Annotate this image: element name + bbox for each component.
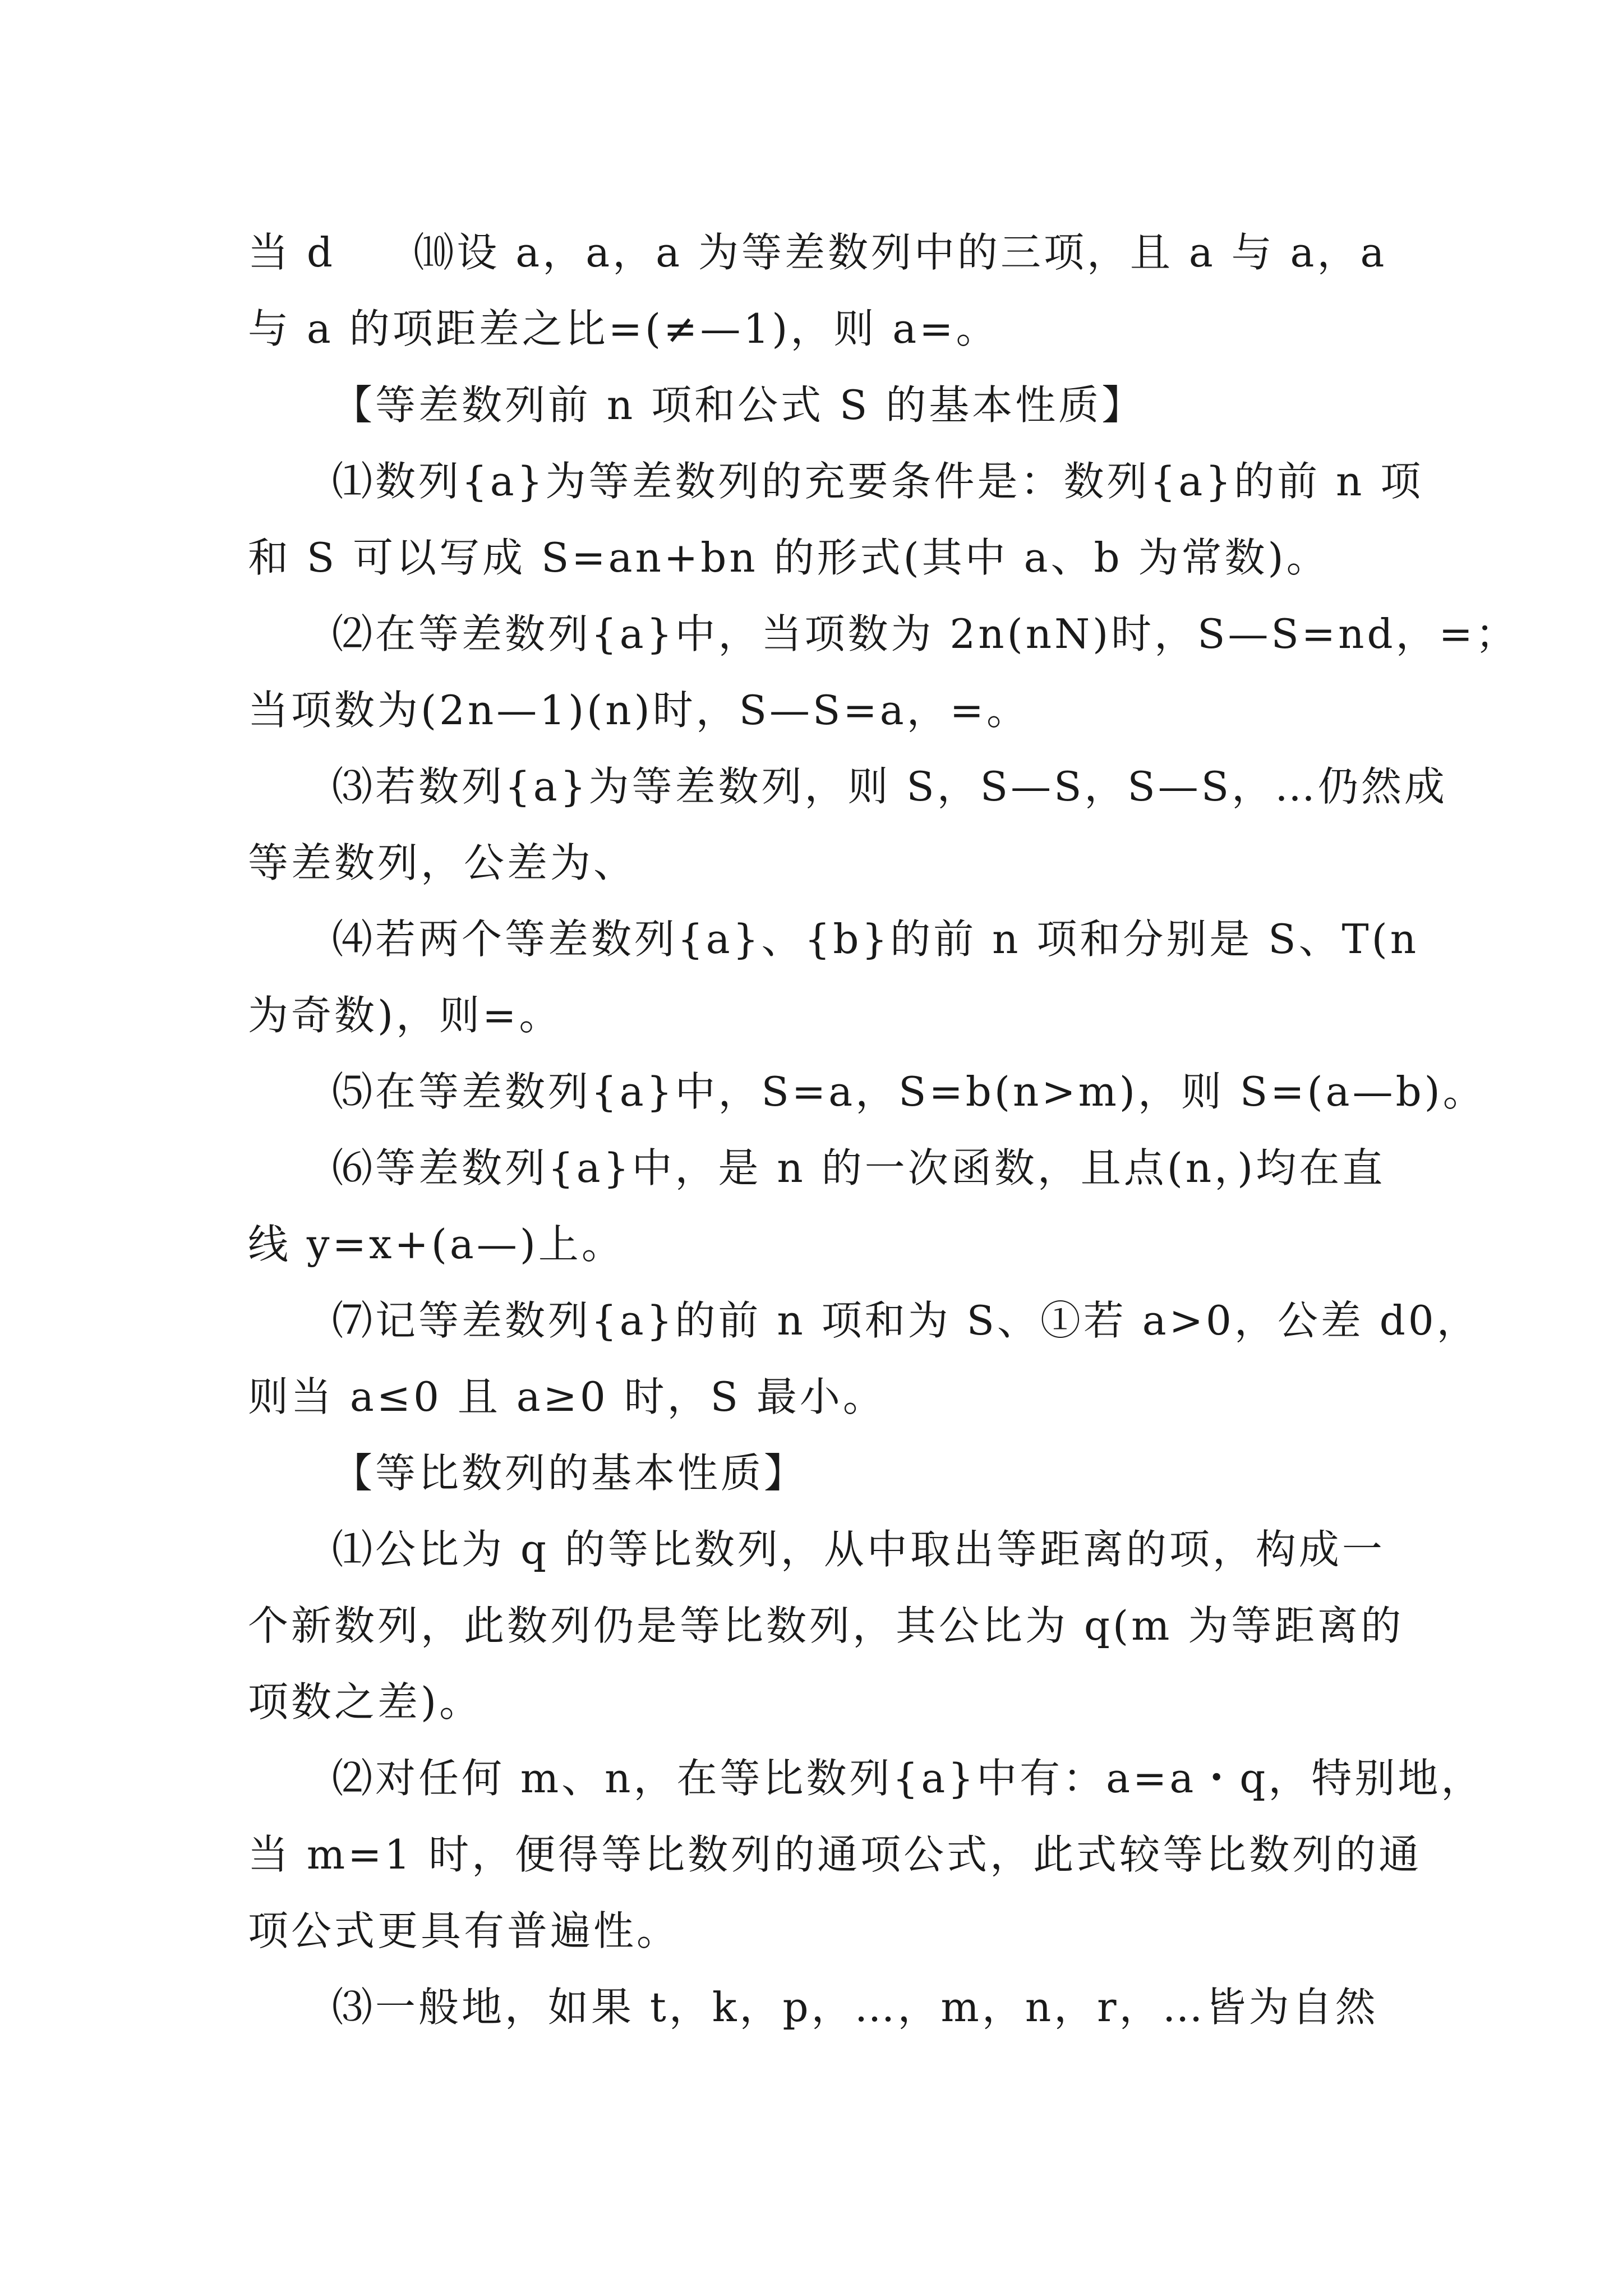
text-line: 线 y=x+(a—)上。 bbox=[248, 1221, 625, 1268]
text-line: ⑹等差数列{a}中，是 n 的一次函数，且点(n，)均在直 bbox=[332, 1144, 1386, 1191]
text-line: ⑶若数列{a}为等差数列，则 S，S—S，S—S，…仍然成 bbox=[332, 763, 1448, 810]
text-line: 个新数列，此数列仍是等比数列，其公比为 q(m 为等距离的 bbox=[248, 1602, 1404, 1649]
text-line: 为奇数)，则=。 bbox=[248, 992, 562, 1039]
section-heading: 【等差数列前 n 项和公式 S 的基本性质】 bbox=[332, 381, 1145, 429]
text-line: 当 d ⑽设 a，a，a 为等差数列中的三项，且 a 与 a，a bbox=[248, 229, 1387, 276]
text-line: ⑴公比为 q 的等比数列，从中取出等距离的项，构成一 bbox=[332, 1526, 1385, 1573]
text-line: 项公式更具有普遍性。 bbox=[248, 1907, 680, 1954]
section-heading: 【等比数列的基本性质】 bbox=[332, 1450, 808, 1497]
text-line: ⑸在等差数列{a}中，S=a，S=b(n>m)，则 S=(a—b)。 bbox=[332, 1068, 1486, 1115]
text-line: 与 a 的项距差之比=(≠—1)，则 a=。 bbox=[248, 305, 999, 352]
document-body bbox=[248, 214, 1519, 2045]
text-line: 则当 a≤0 且 a≥0 时，S 最小。 bbox=[248, 1373, 886, 1420]
text-line: 和 S 可以写成 S=an+bn 的形式(其中 a、b 为常数)。 bbox=[248, 534, 1330, 581]
text-line: ⑶一般地，如果 t，k，p，…，m，n，r，…皆为自然 bbox=[332, 1984, 1378, 2031]
text-line: ⑵在等差数列{a}中，当项数为 2n(nN)时，S—S=nd，=； bbox=[332, 610, 1519, 657]
text-line: 等差数列，公差为、 bbox=[248, 839, 637, 886]
text-line: ⑴数列{a}为等差数列的充要条件是：数列{a}的前 n 项 bbox=[332, 458, 1424, 505]
text-line: 项数之差)。 bbox=[248, 1678, 483, 1726]
text-line: ⑺记等差数列{a}的前 n 项和为 S、①若 a>0，公差 d0， bbox=[332, 1297, 1480, 1344]
text-line: ⑷若两个等差数列{a}、{b}的前 n 项和分别是 S、T(n bbox=[332, 915, 1419, 963]
text-line: ⑵对任何 m、n，在等比数列{a}中有：a=a・q，特别地， bbox=[332, 1755, 1484, 1802]
text-line: 当项数为(2n—1)(n)时，S—S=a，=。 bbox=[248, 687, 1030, 734]
text-line: 当 m=1 时，便得等比数列的通项公式，此式较等比数列的通 bbox=[248, 1831, 1422, 1878]
